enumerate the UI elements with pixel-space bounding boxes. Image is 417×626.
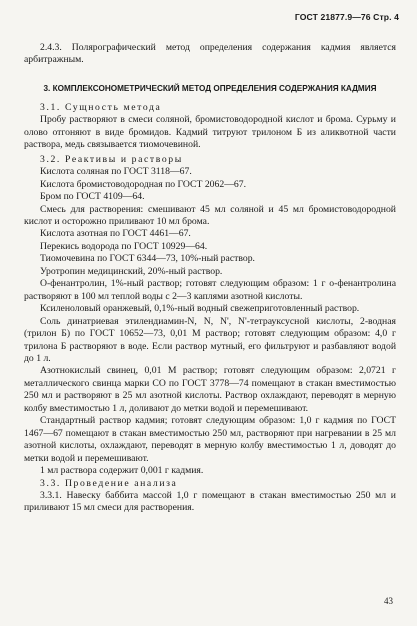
reagent-item: Кислота бромистоводородная по ГОСТ 2062—67.	[40, 178, 247, 190]
reagent-item: Уротропин медицинский, 20%-ный раствор.	[40, 265, 223, 277]
paragraph-2-4-3: 2.4.3. Полярографический метод определения содержания кадмия является арбитражным.	[24, 42, 396, 66]
reagent-item: О-фенантролин, 1%-ный раствор; готовят следующим образом: 1 г о-фенантролина растворяют в 100 мл теплой воды с 2—3 каплями азотной кислоты.	[24, 278, 396, 302]
reagent-item: Смесь для растворения: смешивают 45 мл соляной и 45 мл бромистоводородной кислот и осторожно приливают 10 мл брома.	[24, 203, 396, 227]
reagent-item: Кислота соляная по ГОСТ 3118—67.	[40, 166, 192, 178]
section-3-title: 3. КОМПЛЕКСОНОМЕТРИЧЕСКИЙ МЕТОД ОПРЕДЕЛЕНИЯ СОДЕРЖАНИЯ КАДМИЯ	[43, 83, 377, 93]
reagent-item: 1 мл раствора содержит 0,001 г кадмия.	[40, 465, 204, 477]
subsection-3-1-text: Пробу растворяют в смеси соляной, бромистоводородной кислот и брома. Сурьму и олово отгоняют в виде бромидов. Кадмий титруют трилоном Б из аликвотной части раствора, медь связывается тиомочевиной.	[24, 114, 396, 151]
reagent-item: Соль динатриевая этилендиамин-N, N, N', N'-тетрауксусной кислоты, 2-водная (трилон Б) по ГОСТ 10652—73, 0,01 М раствор; готовят следующим образом: 4,0 г трилона Б растворяют в воде. Если раствор мутный, его фильтруют и разбавляют водой до 1 л.	[24, 315, 396, 364]
reagent-item: Азотнокислый свинец, 0,01 М раствор; готовят следующим образом: 2,0721 г металлического свинца марки СО по ГОСТ 3778—74 помещают в стакан вместимостью 250 мл и растворяют в 25 мл азотной кислоты. Раствор охлаждают, переводят в мерную колбу вместимостью 1 л, доливают до метки водой и перемешивают.	[24, 365, 396, 414]
reagent-item: Кислота азотная по ГОСТ 4461—67.	[40, 228, 191, 240]
page-content	[24, 42, 396, 515]
page-header: ГОСТ 21877.9—76 Стр. 4	[294, 12, 399, 22]
subsection-3-3-1-text: 3.3.1. Навеску баббита массой 1,0 г помещают в стакан вместимостью 250 мл и приливают 15 мл смеси для растворения.	[24, 489, 396, 514]
reagent-item: Перекись водорода по ГОСТ 10929—64.	[40, 240, 208, 252]
reagent-item: Бром по ГОСТ 4109—64.	[40, 191, 145, 203]
subsection-3-1-heading: 3.1. Сущность метода	[40, 101, 162, 113]
reagent-item: Ксиленоловый оранжевый, 0,1%-ный водный свежеприготовленный раствор.	[40, 303, 360, 315]
subsection-3-2-heading: 3.2. Реактивы и растворы	[40, 153, 183, 165]
subsection-3-3-heading: 3.3. Проведение анализа	[40, 477, 178, 489]
reagent-item: Тиомочевина по ГОСТ 6344—73, 10%-ный раствор.	[40, 253, 255, 265]
reagent-item: Стандартный раствор кадмия; готовят следующим образом: 1,0 г кадмия по ГОСТ 1467—67 помещают в стакан вместимостью 250 мл, растворяют при нагревании в 25 мл азотной кислоты, охлаждают, переводят в мерную колбу вместимостью 1 л, доводят до метки водой и перемешивают.	[24, 415, 396, 464]
page-number: 43	[384, 596, 393, 606]
